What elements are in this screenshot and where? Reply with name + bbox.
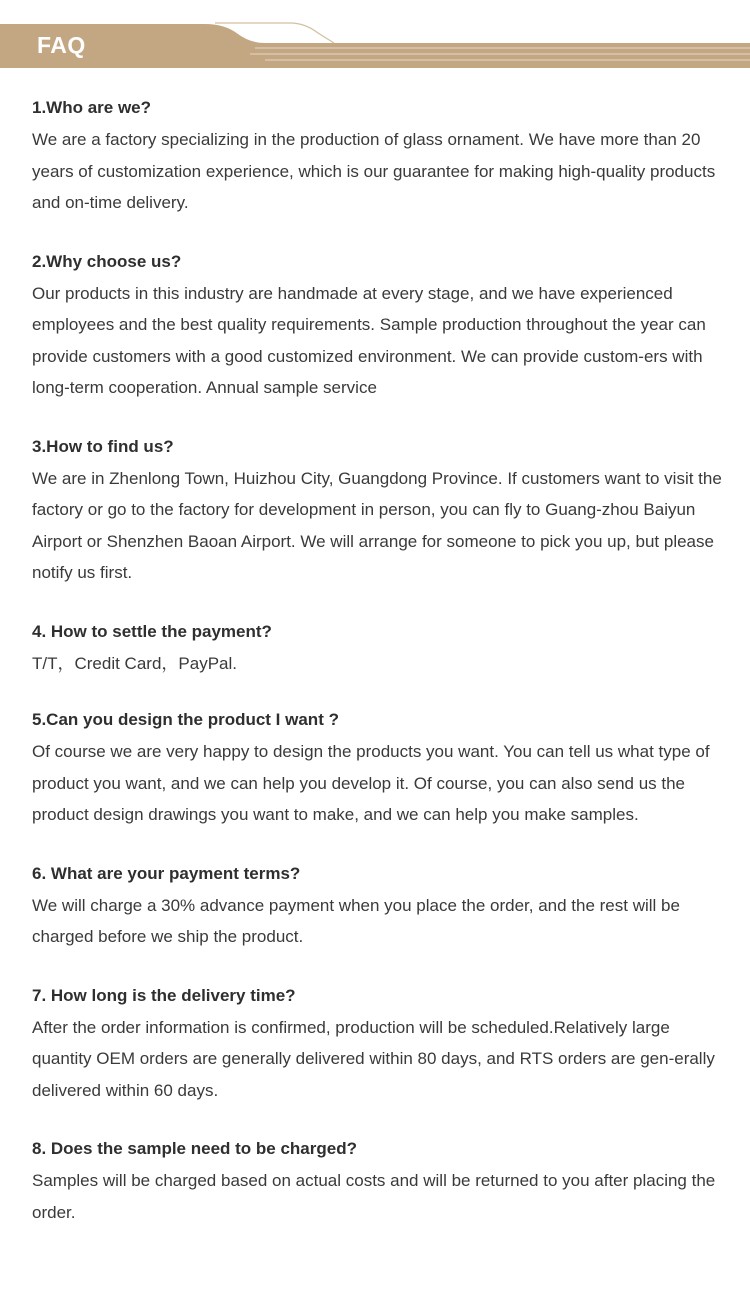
faq-item [32,621,724,680]
faq-answer: After the order information is confirmed, production will be scheduled.Relatively large quantity OEM orders are generally delivered within 80 days, and RTS orders are gen-erally delivered within 60 days. [32,1017,715,1100]
faq-answer: We are a factory specializing in the production of glass ornament. We have more than 20 years of customization experience, which is our guarantee for making high-quality products and on-time delivery. [32,130,716,212]
faq-answer: Samples will be charged based on actual costs and will be returned to you after placing the order. [32,1171,716,1222]
page-title: FAQ [37,32,86,58]
faq-item [32,251,724,404]
faq-answer: We are in Zhenlong Town, Huizhou City, Guangdong Province. If customers want to visit the factory or go to the factory for development in person, you can fly to Guang-zhou Baiyun Airport or Shenzhen Baoan Airport. We will arrange for someone to pick you up, but please notify us first. [32,468,722,582]
faq-question: 6. What are your payment terms? [32,863,301,883]
faq-question: 3.How to find us? [32,436,174,456]
faq-item [32,97,724,219]
faq-header-banner [0,0,750,70]
faq-item [32,985,724,1107]
faq-question: 8. Does the sample need to be charged? [32,1139,357,1158]
faq-item [32,709,724,831]
faq-list [32,97,724,1228]
faq-item [32,436,724,589]
faq-item [32,863,724,953]
faq-answer: Our products in this industry are handmade at every stage, and we have experienced employees and the best quality requirements. Sample production throughout the year can provide customers with a good customized environment. We can provide custom-ers with long-term cooperation. Annual sample service [32,283,706,397]
faq-question: 2.Why choose us? [32,251,182,271]
faq-answer: We will charge a 30% advance payment when you place the order, and the rest will be charged before we ship the product. [32,895,680,946]
faq-answer: Of course we are very happy to design the products you want. You can tell us what type of product you want, and we can help you develop it. Of course, you can also send us the product design drawings you want to make, and we can help you make samples. [32,742,710,824]
header-decoration [0,0,750,70]
faq-question: 4. How to settle the payment? [32,621,272,641]
faq-item [32,1138,724,1228]
faq-answer: T/T，Credit Card，PayPal. [32,653,237,673]
faq-question: 7. How long is the delivery time? [32,985,296,1005]
faq-question: 1.Who are we? [32,98,152,117]
faq-question: 5.Can you design the product I want ? [32,710,339,729]
